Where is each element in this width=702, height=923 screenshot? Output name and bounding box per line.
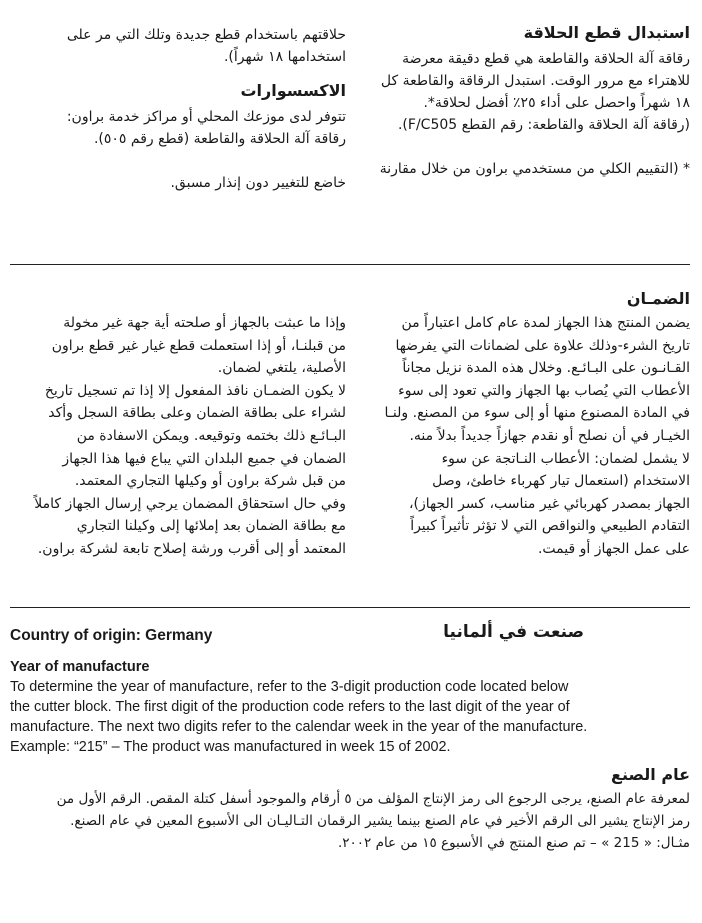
change-notice: خاضع للتغيير دون إنذار مسبق. xyxy=(170,175,346,191)
warranty-left-column xyxy=(16,312,346,561)
divider-top xyxy=(10,264,690,265)
blade-footnote: * (التقييم الكلي من مستخدمي براون من خلال مقارنة xyxy=(379,161,690,177)
accessories-text: تتوفر لدى موزعك المحلي أو مراكز خدمة براون: رقاقة آلة الحلاقة والقاطعة (قطع رقم ٥٠٥). xyxy=(66,109,346,147)
country-of-origin-en: Country of origin: Germany xyxy=(10,627,213,644)
blade-footnote-continuation: حلاقتهم باستخدام قطع جديدة وتلك التي مر على استخدامها ١٨ شهراً). xyxy=(66,27,346,65)
blade-replacement-text: رقاقة آلة الحلاقة والقاطعة هي قطع دقيقة معرضة للاهتراء مع مرور الوقت. استبدل الرقاقة والقاطعة كل ١٨ شهراً واحصل على أداء ٢٥٪ أفضل لحلاقة*. (رقاقة آلة الحلاقة والقاطعة: رقم القطع F/C505). xyxy=(380,51,690,133)
year-of-manufacture-text-en: To determine the year of manufacture, refer to the 3-digit production code located below the cutter block. The first digit of the production code refers to the last digit of the year of manufacture. The next two digits refer to the calendar week in the year of the manufacture. Example: “215” – The product was manufactured in week 15 of 2002. xyxy=(10,679,588,755)
year-of-manufacture-heading-ar: عام الصنع xyxy=(611,765,690,784)
top-left-column xyxy=(28,24,346,194)
warranty-text-right: يضمن المنتج هذا الجهاز لمدة عام كامل اعتباراً من تاريخ الشرء-وذلك علاوة على لضمانات التي يفرضها القـانـون على البـائـع. وخلال هذه المدة نزيل مجاناً الأعطاب التي يُصاب بها الجهاز والتي تعود إلى سوء في المادة المصنوع منها أو إلى سوء من المصنع. ولنـا الخيـار في أن نصلح أو نقدم جهازاً جديداً بدلاً منه. لا يشمل لضمان: الأعطاب النـاتجة عن سوء الاستخدام (استعمال تيار كهرباء خاطئ، وصل الجهاز بمصدر كهربائي غير مناسب، كسر الجهاز)، التقادم الطبيعي والنواقص التي لا تؤثر تأثيراً كبيراً على عمل الجهاز أو قيمت. xyxy=(384,315,690,557)
warranty-right-column xyxy=(362,288,690,561)
blade-replacement-section xyxy=(362,22,690,180)
accessories-heading: الاكسسوارات xyxy=(240,81,346,100)
warranty-text-left: وإذا ما عبثت بالجهاز أو صلحته أية جهة غير مخولة من قبلنـا، أو إذا استعملت قطع غيار غير قطع براون الأصلية، يلتغي لضمان. لا يكون الضمـان نافذ المفعول إلا إذا تم تسجيل تاريخ لشراء على بطاقة الضمان وعلى بطاقة السجل وأكد البـائـع ذلك بختمه وتوقيعه. ويمكن الاسفادة من الضمان في جميع البلدان التي يباع فيها هذا الجهاز من قبل شركة براون أو وكيلها التجاري المعتمد. وفي حال استحقاق المضمان يرجي إرسال الجهاز كاملاً مع بطاقة الضمان بعد إملائها إلى وكيلنا التجاري المعتمد أو إلى أقرب ورشة إصلاح تابعة لشركة براون. xyxy=(34,315,346,557)
year-of-manufacture-text-ar: لمعرفة عام الصنع، يرجى الرجوع الى رمز الإنتاج المؤلف من ٥ أرقام والموجود أسفل كتلة المقص. الرقم الأول من رمز الإنتاج يشير الى الرقم الأخير في عام الصنع بينما يشير الرقمان التـاليـان الى الأسبوع المعين في عام الصنع. مثـال: « 215 » – تم صنع المنتج في الأسبوع ١٥ من عام ٢٠٠٢. xyxy=(56,791,690,851)
warranty-heading: الضمـان xyxy=(626,289,690,308)
blade-replacement-heading: استبدال قطع الحلاقة xyxy=(523,23,690,42)
year-of-manufacture-heading-en: Year of manufacture xyxy=(10,659,150,675)
year-of-manufacture-ar-section xyxy=(10,764,690,854)
divider-bottom xyxy=(10,607,690,608)
country-of-origin-ar: صنعت في ألمانيا xyxy=(443,622,584,642)
year-of-manufacture-en-section xyxy=(10,657,695,757)
